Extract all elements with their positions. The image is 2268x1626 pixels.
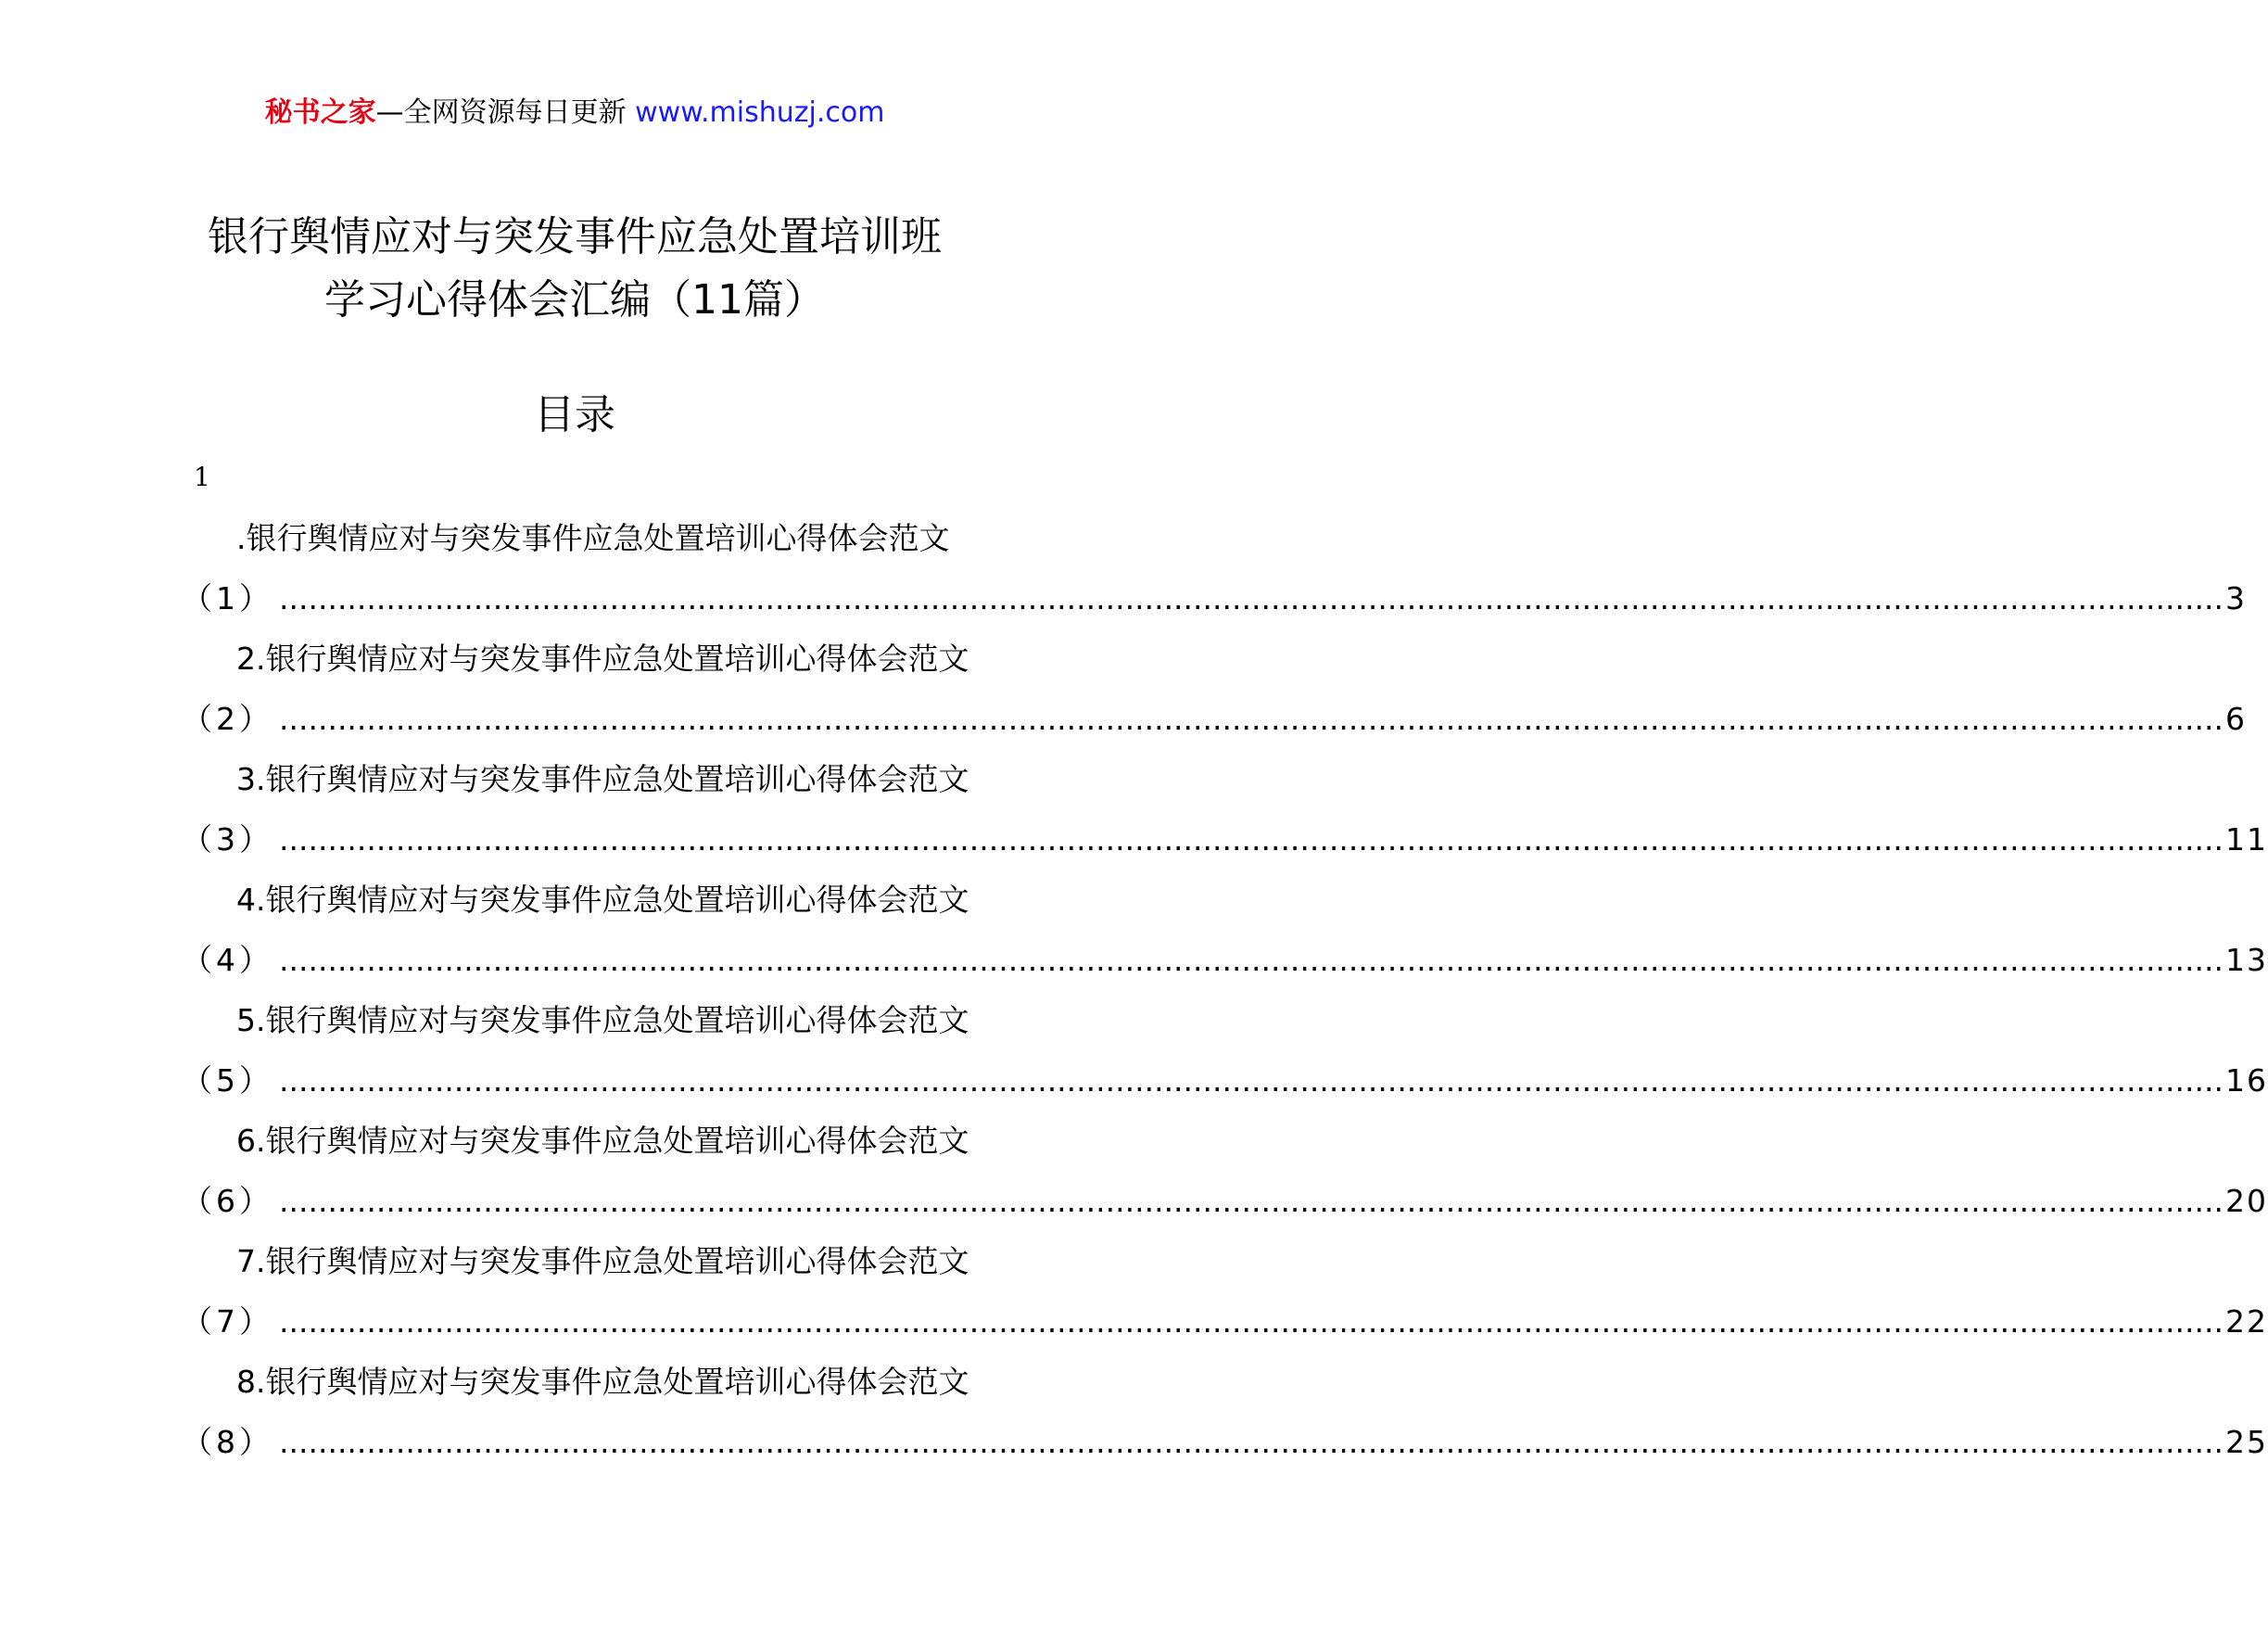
table-of-contents [182,508,2268,1472]
site-url-link[interactable]: www.mishuzj.com [635,96,885,129]
toc-entry-page-row [182,569,2247,629]
toc-entry-title: .银行舆情应对与突发事件应急处置培训心得体会范文 [236,520,950,556]
document-title [0,206,1149,332]
header-dash: — [375,96,404,129]
toc-dot-leader: ........................................................................................................................................................................................................ [279,942,2224,978]
toc-entry-number: （8） [182,1424,273,1460]
toc-dot-leader: ........................................................................................................................................................................................................ [279,1183,2224,1219]
toc-dot-leader: ........................................................................................................................................................................................................ [279,1424,2224,1460]
toc-entry[interactable] [182,990,2268,1111]
toc-entry-number: （2） [182,701,273,737]
toc-dot-leader: ........................................................................................................................................................................................................ [279,1062,2224,1099]
toc-entry-page-row [182,1292,2268,1352]
toc-page-number: 11 [2224,821,2268,857]
toc-entry[interactable] [182,870,2268,990]
toc-entry-title: 7.银行舆情应对与突发事件应急处置培训心得体会范文 [236,1243,969,1279]
document-title-line2: 学习心得体会汇编（11篇） [324,276,825,324]
toc-entry-page-row [182,1172,2268,1231]
toc-page-number: 20 [2224,1183,2268,1219]
toc-page-number: 13 [2224,942,2268,978]
toc-entry-page-row [182,690,2247,749]
site-header [0,93,1149,133]
toc-dot-leader: ........................................................................................................................................................................................................ [279,1303,2224,1340]
toc-page-number: 6 [2224,701,2247,737]
brand-name: 秘书之家 [264,96,376,129]
toc-entry-title: 5.银行舆情应对与突发事件应急处置培训心得体会范文 [236,1002,969,1038]
header-slogan: 全网资源每日更新 [403,96,627,129]
toc-entry-page-row [182,1413,2268,1472]
toc-entry-title: 6.银行舆情应对与突发事件应急处置培训心得体会范文 [236,1123,969,1159]
toc-entry[interactable] [182,749,2268,870]
toc-entry-number: （3） [182,821,273,857]
toc-entry-page-row [182,931,2268,990]
toc-entry-number: （4） [182,942,273,978]
toc-entry-number: （6） [182,1183,273,1219]
document-title-line1: 银行舆情应对与突发事件应急处置培训班 [208,213,942,260]
toc-page-number: 22 [2224,1303,2268,1340]
toc-heading: 目录 [534,391,615,438]
toc-entry-title: 4.银行舆情应对与突发事件应急处置培训心得体会范文 [236,882,969,918]
toc-entry-number: （7） [182,1303,273,1340]
stray-number: 1 [194,462,210,492]
toc-entry-title: 8.银行舆情应对与突发事件应急处置培训心得体会范文 [236,1364,969,1400]
toc-entry[interactable] [182,508,2247,629]
toc-page-number: 25 [2224,1424,2268,1460]
toc-entry-number: （1） [182,580,273,616]
toc-page-number: 16 [2224,1062,2268,1099]
toc-entry-page-row [182,1051,2268,1111]
toc-entry-number: （5） [182,1062,273,1099]
toc-entry[interactable] [182,1231,2268,1352]
toc-dot-leader: ........................................................................................................................................................................................................ [279,701,2224,737]
toc-entry[interactable] [182,1111,2268,1231]
toc-entry[interactable] [182,1352,2268,1472]
toc-dot-leader: ........................................................................................................................................................................................................ [279,580,2224,616]
toc-entry[interactable] [182,629,2247,749]
toc-page-number: 3 [2224,580,2247,616]
toc-entry-title: 2.银行舆情应对与突发事件应急处置培训心得体会范文 [236,641,969,677]
toc-dot-leader: ........................................................................................................................................................................................................ [279,821,2224,857]
toc-entry-title: 3.银行舆情应对与突发事件应急处置培训心得体会范文 [236,761,969,797]
toc-entry-page-row [182,810,2268,870]
